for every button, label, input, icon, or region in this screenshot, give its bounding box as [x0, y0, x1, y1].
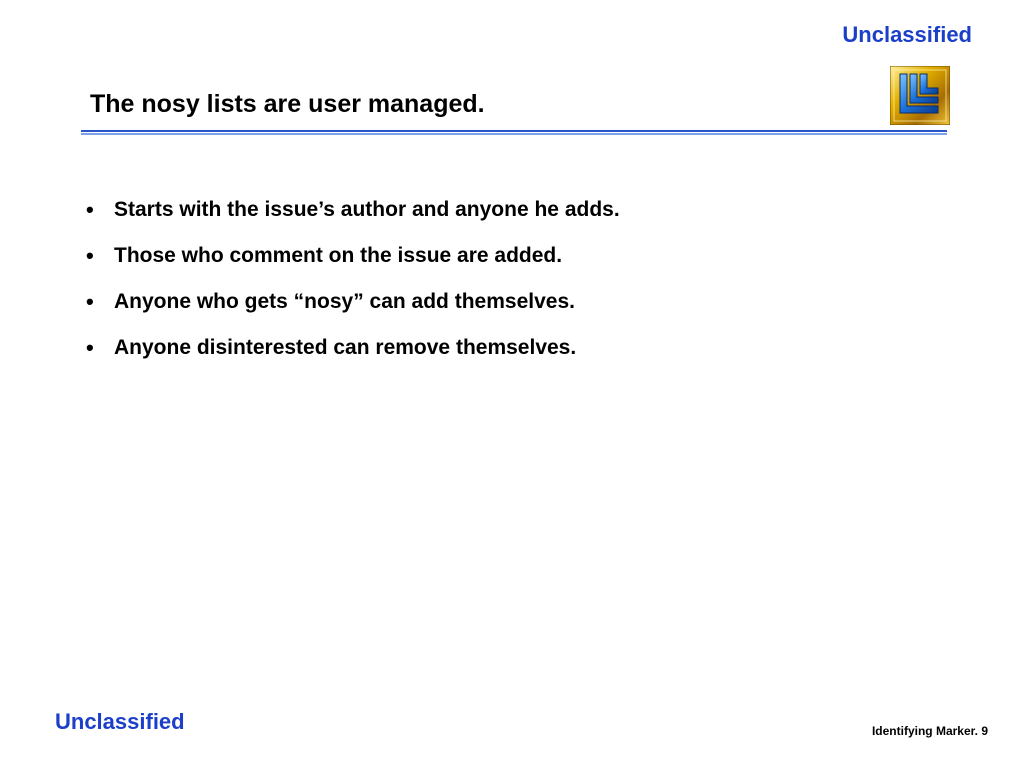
bullet-icon: • — [86, 289, 94, 314]
bullet-text: Those who comment on the issue are added. — [114, 244, 563, 267]
bullet-icon: • — [86, 243, 94, 268]
bullet-icon: • — [86, 335, 94, 360]
bullet-icon: • — [86, 197, 94, 222]
bullet-text: Anyone who gets “nosy” can add themselves. — [114, 290, 575, 313]
classification-header: Unclassified — [842, 22, 972, 47]
bullet-text: Starts with the issue’s author and anyone he adds. — [114, 198, 620, 221]
bullet-text: Anyone disinterested can remove themselves. — [114, 336, 577, 359]
title-divider — [81, 130, 947, 135]
slide-title: The nosy lists are user managed. — [90, 90, 485, 118]
slide-number-marker: Identifying Marker. 9 — [871, 724, 988, 738]
llnl-logo-icon — [890, 66, 950, 125]
classification-footer: Unclassified — [55, 709, 185, 734]
